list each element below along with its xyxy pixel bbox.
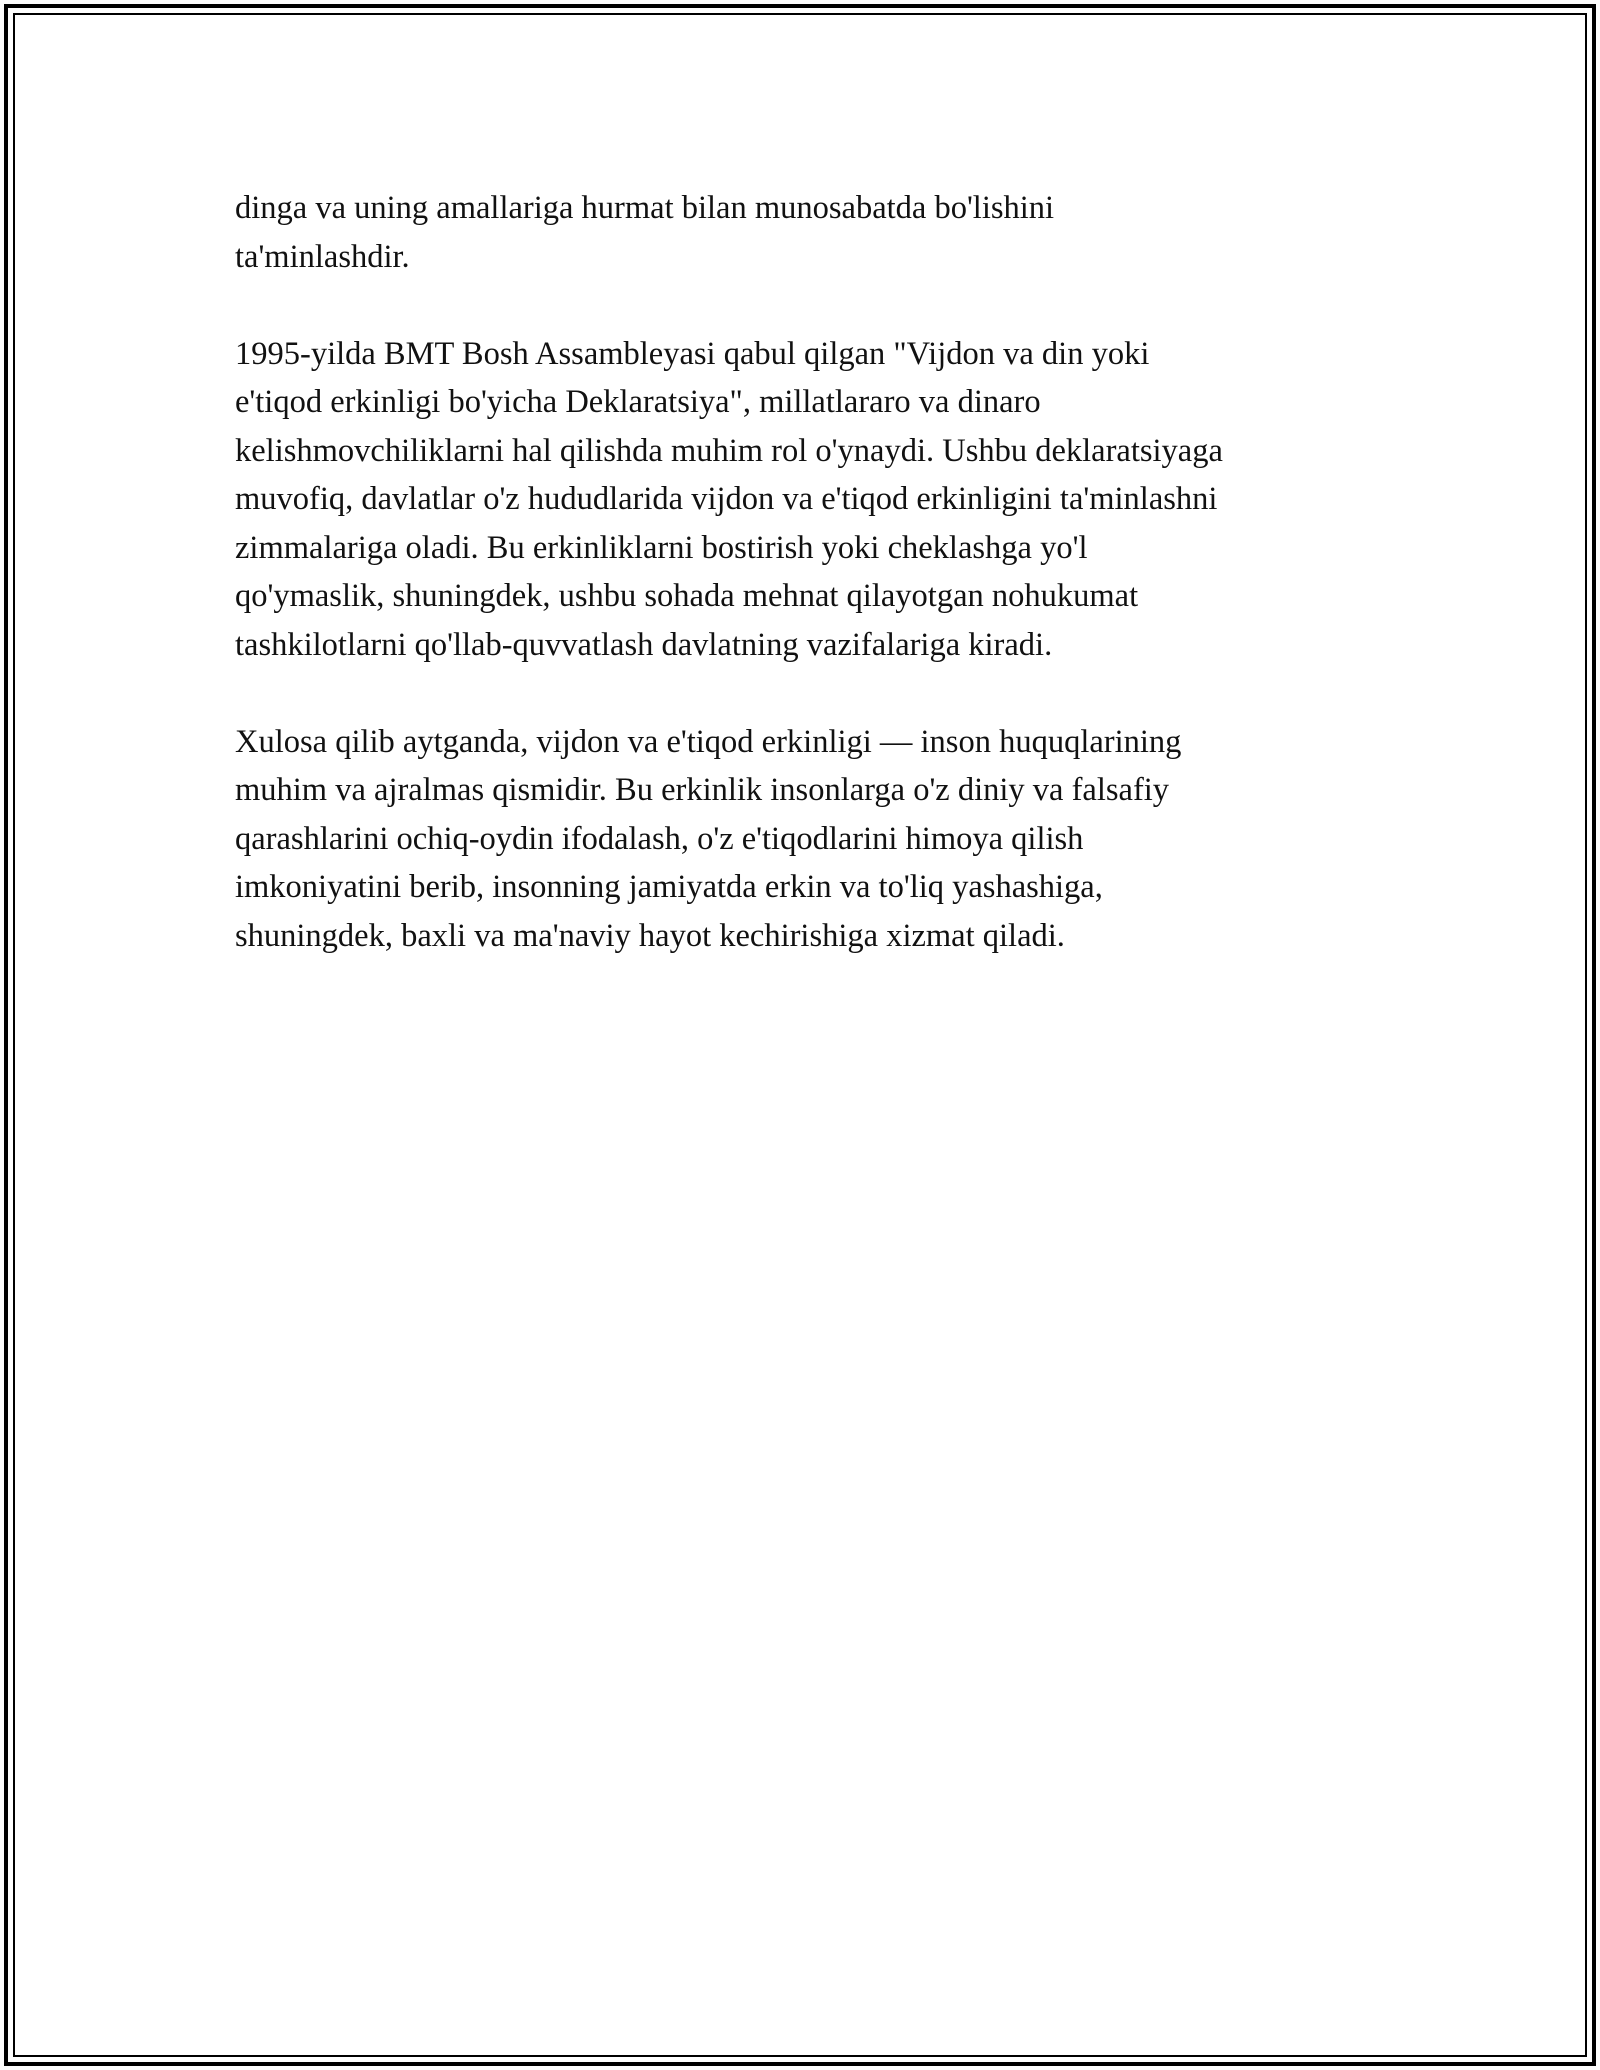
text-line: qarashlarini ochiq-oydin ifodalash, o'z e'tiqodlarini himoya qilish [235,820,1084,857]
text-line: shuningdek, baxli va ma'naviy hayot kechirishiga xizmat qiladi. [235,917,1065,954]
text-line: tashkilotlarni qo'llab-quvvatlash davlatning vazifalariga kiradi. [235,626,1053,663]
text-line: Xulosa qilib aytganda, vijdon va e'tiqod erkinligi — inson huquqlarining [235,723,1182,760]
text-line: e'tiqod erkinligi bo'yicha Deklaratsiya", millatlararo va dinaro [235,384,1041,420]
text-line: kelishmovchiliklarni hal qilishda muhim rol o'ynaydi. Ushbu deklaratsiyaga [235,432,1223,469]
paragraph-3 [235,718,1375,961]
text-line: muhim va ajralmas qismidir. Bu erkinlik insonlarga o'z diniy va falsafiy [235,772,1170,808]
text-line: ta'minlashdir. [235,238,410,275]
text-line: muvofiq, davlatlar o'z hududlarida vijdon va e'tiqod erkinligini ta'minlashni [235,481,1218,517]
document-body [235,184,1375,1009]
text-line: qo'ymaslik, shuningdek, ushbu sohada mehnat qilayotgan nohukumat [235,578,1139,614]
paragraph-2 [235,330,1375,670]
text-line: zimmalariga oladi. Bu erkinliklarni bostirish yoki cheklashga yo'l [235,529,1088,566]
text-line: 1995-yilda BMT Bosh Assambleyasi qabul qilgan "Vijdon va din yoki [235,335,1150,372]
text-line: dinga va uning amallariga hurmat bilan munosabatda bo'lishini [235,190,1055,226]
paragraph-1 [235,184,1375,281]
text-line: imkoniyatini berib, insonning jamiyatda erkin va to'liq yashashiga, [235,869,1103,905]
